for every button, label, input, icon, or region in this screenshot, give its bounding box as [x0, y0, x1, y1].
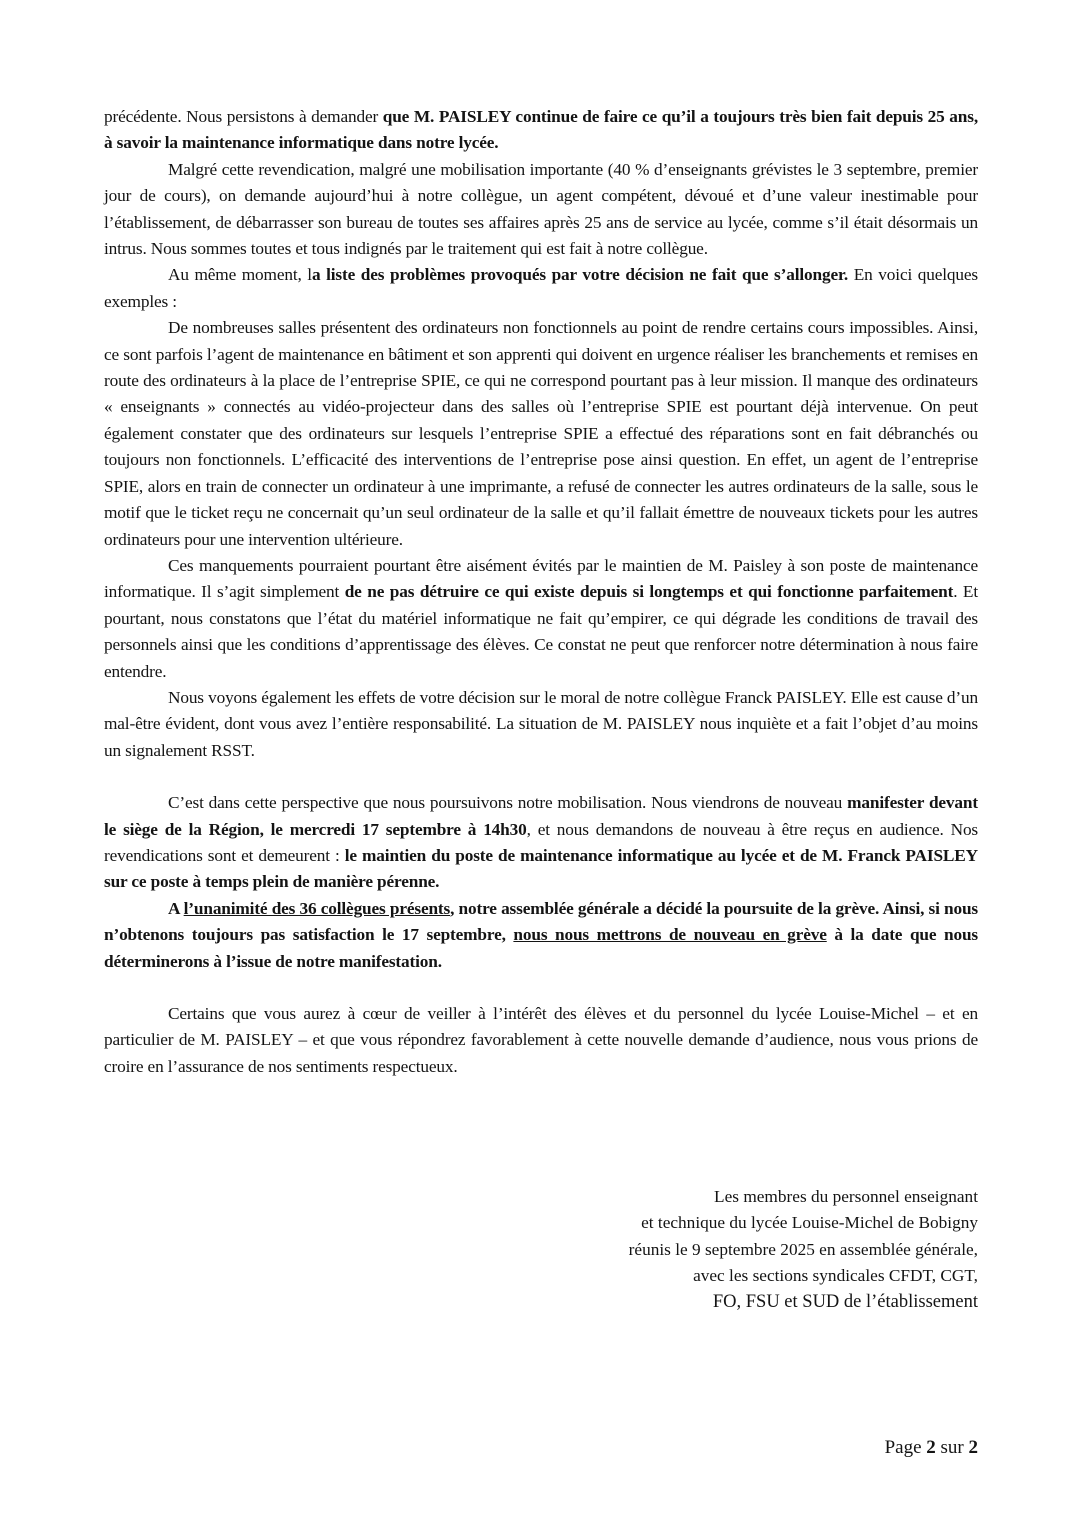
- signature-line: FO, FSU et SUD de l’établissement: [712, 1292, 978, 1313]
- page-label: Page: [884, 1437, 927, 1458]
- emphasized-text: nous nous mettrons de nouveau en grève: [513, 925, 827, 945]
- paragraph: [104, 104, 978, 157]
- emphasized-text: a liste des problèmes provoqués par votre décision ne fait que s’allonger.: [311, 265, 849, 285]
- emphasized-text: le maintien du poste de maintenance informatique au lycée et de M. Franck PAISLEY sur ce poste à temps plein de manière pérenne.: [104, 845, 978, 892]
- paragraph: [104, 262, 978, 315]
- emphasized-text: A: [168, 898, 184, 918]
- text-run: De nombreuses salles présentent des ordinateurs non fonctionnels au point de rendre certains cours impossibles. Ainsi, ce sont parfois l’agent de maintenance en bâtiment et son apprenti qui doivent en urgence réaliser les branchements et remises en route des ordinateurs à la place de l’entreprise SPIE, ce qui ne correspond pourtant pas à leur mission. Il manque des ordinateurs « enseignants » connectés au vidéo-projecteur dans des salles où l’entreprise SPIE est pourtant déjà intervenue. On peut également constater que des ordinateurs sur lesquels l’entreprise SPIE a effectué des réparations sont en fait débranchés ou toujours non fonctionnels. L’efficacité des interventions de l’entreprise pose ainsi question. En effet, un agent de l’entreprise SPIE, alors en train de connecter un ordinateur à une imprimante, a refusé de connecter les autres ordinateurs de la salle, sous le motif que le ticket reçu ne concernait qu’un seul ordinateur de la salle et qu’il fallait émettre de nouveaux tickets pour les autres ordinateurs pour une intervention ultérieure.: [104, 318, 978, 549]
- emphasized-text: manifester devant le siège de la Région, le mercredi 17 septembre à 14h30: [104, 793, 978, 839]
- text-run: . Et pourtant, nous constatons que l’état du matériel informatique ne fait qu’empirer, ce qui dégrade les conditions de travail des personnels ainsi que les conditions d’apprentissage des élèves. Ce constat ne peut que renforcer notre détermination à nous faire entendre.: [104, 582, 978, 681]
- text-run: En voici quelques exemples :: [104, 265, 978, 311]
- text-run: précédente. Nous persistons à demander: [104, 107, 383, 126]
- page-number: [885, 1437, 978, 1459]
- text-run: , et nous demandons de nouveau à être reçus en audience. Nos revendications sont et demeurent :: [104, 819, 979, 865]
- signature-line: et technique du lycée Louise-Michel de Bobigny: [641, 1213, 978, 1233]
- signature-line: avec les sections syndicales CFDT, CGT,: [693, 1265, 978, 1285]
- paragraph: [104, 790, 978, 896]
- text-run: Malgré cette revendication, malgré une mobilisation importante (40 % d’enseignants grévistes le 3 septembre, premier jour de cours), on demande aujourd’hui à notre collègue, un agent compétent, dévoué et d’une valeur inestimable pour l’établissement, de débarrasser son bureau de toutes ses affaires après 25 ans de service au lycée, comme s’il était désormais un intrus. Nous sommes toutes et tous indignés par le traitement qui est fait à notre collègue.: [104, 159, 978, 259]
- emphasized-text: à la date que nous déterminerons à l’issue de notre manifestation.: [104, 925, 978, 971]
- paragraph: [104, 315, 978, 553]
- signature-line: réunis le 9 septembre 2025 en assemblée générale,: [628, 1239, 978, 1259]
- text-run: Au même moment, l: [168, 265, 312, 285]
- document-body: [104, 104, 978, 1080]
- paragraph: [104, 553, 978, 685]
- signature-block: [629, 1184, 978, 1316]
- text-run: Certains que vous aurez à cœur de veiller à l’intérêt des élèves et du personnel du lycée Louise-Michel – et en particulier de M. PAISLEY – et que vous répondrez favorablement à cette nouvelle demande d’audience, nous vous prions de croire en l’assurance de nos sentiments respectueux.: [104, 1004, 978, 1076]
- current-page: 2: [926, 1437, 936, 1458]
- emphasized-text: , notre assemblée générale a décidé la poursuite de la grève. Ainsi, si nous n’obtenons toujours pas satisfaction le 17 septembre,: [104, 898, 979, 945]
- page-separator: sur: [935, 1437, 969, 1458]
- paragraph: [104, 685, 978, 764]
- paragraph: [104, 896, 978, 975]
- signature-line: Les membres du personnel enseignant: [714, 1187, 978, 1206]
- paragraph: [104, 1001, 978, 1080]
- text-run: Ces manquements pourraient pourtant être aisément évités par le maintien de M. Paisley à son poste de maintenance informatique. Il s’agit simplement: [104, 555, 978, 602]
- emphasized-text: que M. PAISLEY continue de faire ce qu’il a toujours très bien fait depuis 25 ans, à savoir la maintenance informatique dans notre lycée.: [104, 107, 978, 153]
- total-pages: 2: [968, 1437, 978, 1458]
- paragraph: [104, 157, 978, 263]
- emphasized-text: l’unanimité des 36 collègues présents: [183, 898, 451, 918]
- paragraph-spacer: [104, 975, 978, 1001]
- text-run: Nous voyons également les effets de votre décision sur le moral de notre collègue Franck PAISLEY. Elle est cause d’un mal-être évident, dont vous avez l’entière responsabilité. La situation de M. PAISLEY nous inquiète et a fait l’objet d’au moins un signalement RSST.: [104, 687, 978, 760]
- paragraph-spacer: [104, 764, 978, 790]
- text-run: C’est dans cette perspective que nous poursuivons notre mobilisation. Nous viendrons de nouveau: [168, 793, 848, 813]
- emphasized-text: de ne pas détruire ce qui existe depuis si longtemps et qui fonctionne parfaitement: [344, 582, 954, 602]
